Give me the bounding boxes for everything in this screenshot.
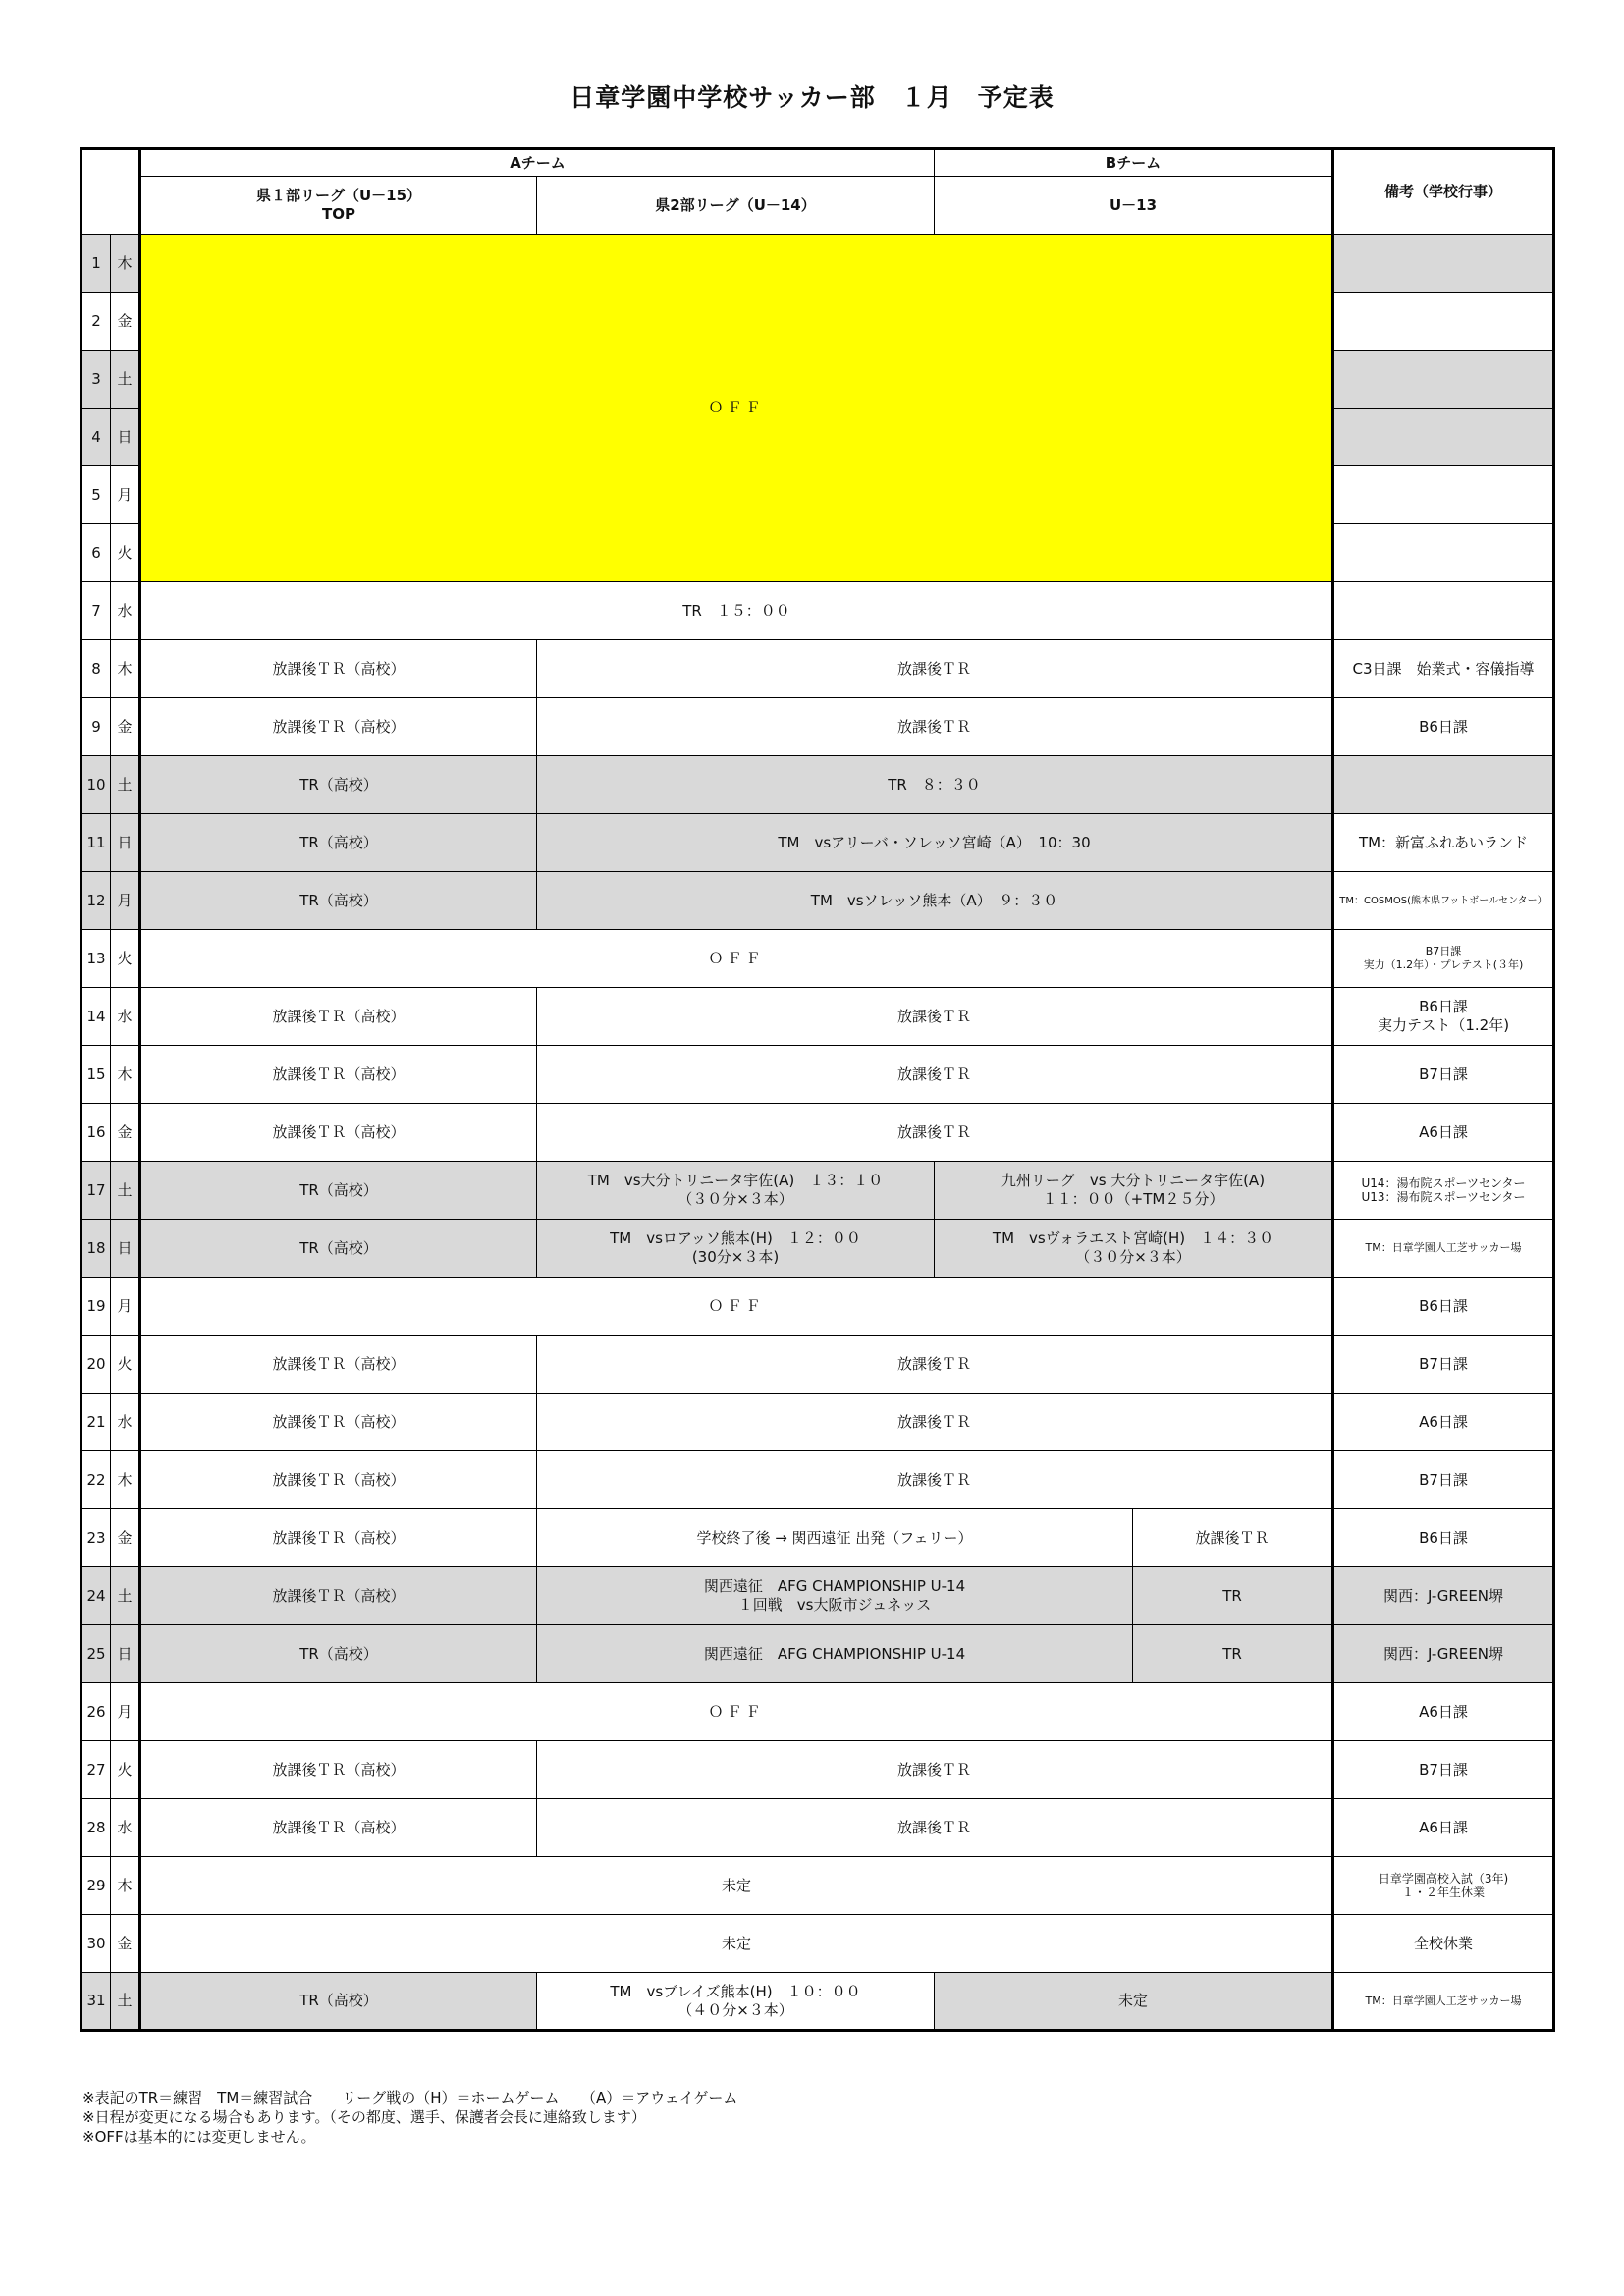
day-of-week: 火: [111, 1336, 140, 1394]
note-cell: B6日課: [1333, 1278, 1554, 1336]
day-number: 3: [81, 351, 111, 409]
note-cell: [1333, 524, 1554, 582]
team-a-cell: 放課後ＴＲ（高校）: [140, 1509, 537, 1567]
all-teams-cell: ＯＦＦ: [140, 1683, 1333, 1741]
note-cell: [1333, 235, 1554, 293]
note-cell: B7日課: [1333, 1451, 1554, 1509]
all-teams-cell: 未定: [140, 1915, 1333, 1973]
day-number: 22: [81, 1451, 111, 1509]
note-line: 日章学園高校入試（3年): [1378, 1872, 1509, 1886]
day-number: 5: [81, 466, 111, 524]
schedule-table: [80, 147, 1555, 2032]
note-cell: TM：新富ふれあいランド: [1333, 814, 1554, 872]
team-b-cell: 放課後ＴＲ: [537, 1046, 1333, 1104]
team-b-u14-cell: 学校終了後 → 関西遠征 出発（フェリー）: [537, 1509, 1133, 1567]
note-cell: [1333, 1162, 1554, 1220]
day-of-week: 土: [111, 1567, 140, 1625]
day-number: 11: [81, 814, 111, 872]
day-number: 14: [81, 988, 111, 1046]
cell-line: （３０分×３本）: [1075, 1248, 1191, 1266]
team-a-cell: TR（高校）: [140, 814, 537, 872]
team-b-cell: 放課後ＴＲ: [537, 988, 1333, 1046]
day-of-week: 土: [111, 756, 140, 814]
day-of-week: 土: [111, 1162, 140, 1220]
team-a-cell: 放課後ＴＲ（高校）: [140, 698, 537, 756]
cell-line: (30分×３本): [691, 1248, 780, 1266]
day-number: 20: [81, 1336, 111, 1394]
day-number: 1: [81, 235, 111, 293]
day-of-week: 金: [111, 293, 140, 351]
day-of-week: 火: [111, 524, 140, 582]
note-cell: B7日課: [1333, 1741, 1554, 1799]
note-cell: [1333, 756, 1554, 814]
note-cell: TM：日章学園人工芝サッカー場: [1333, 1973, 1554, 2031]
day-number: 16: [81, 1104, 111, 1162]
day-number: 10: [81, 756, 111, 814]
team-b-cell: 放課後ＴＲ: [537, 1451, 1333, 1509]
team-b-u13-cell: TR: [1133, 1567, 1333, 1625]
note-cell: 全校休業: [1333, 1915, 1554, 1973]
note-cell: B6日課: [1333, 1509, 1554, 1567]
header-col3: U－13: [935, 177, 1333, 235]
team-a-cell: TR（高校）: [140, 872, 537, 930]
team-a-cell: 放課後ＴＲ（高校）: [140, 1046, 537, 1104]
team-b-cell: 放課後ＴＲ: [537, 698, 1333, 756]
note-cell: TM：COSMOS(熊本県フットボールセンター）: [1333, 872, 1554, 930]
footnotes: [82, 2088, 737, 2147]
note-cell: TM：日章学園人工芝サッカー場: [1333, 1220, 1554, 1278]
day-of-week: 土: [111, 1973, 140, 2031]
day-of-week: 水: [111, 988, 140, 1046]
header-col1-line2: TOP: [322, 205, 355, 223]
day-of-week: 金: [111, 1915, 140, 1973]
note-cell: A6日課: [1333, 1799, 1554, 1857]
header-team-a: Aチーム: [140, 149, 935, 177]
footnote-line: ※日程が変更になる場合もあります。（その都度、選手、保護者会長に連絡致します）: [82, 2108, 646, 2126]
all-teams-cell: ＯＦＦ: [140, 1278, 1333, 1336]
team-a-cell: TR（高校）: [140, 1162, 537, 1220]
day-number: 17: [81, 1162, 111, 1220]
team-a-cell: 放課後ＴＲ（高校）: [140, 640, 537, 698]
note-cell: [1333, 1857, 1554, 1915]
team-b-cell: TM vsアリーバ・ソレッソ宮崎（A） 10：30: [537, 814, 1333, 872]
team-a-cell: 放課後ＴＲ（高校）: [140, 1567, 537, 1625]
cell-line: TM vsブレイズ熊本(H) １０：００: [610, 1982, 861, 2000]
team-b-u13-cell: 未定: [935, 1973, 1333, 2031]
header-col1-line1: 県１部リーグ（U－15）: [255, 187, 422, 204]
cell-line: １１：００（+TM２５分）: [1042, 1190, 1224, 1208]
team-b-u14-cell: 関西遠征 AFG CHAMPIONSHIP U-14: [537, 1625, 1133, 1683]
note-cell: [1333, 466, 1554, 524]
cell-line: １回戦 vs大阪市ジュネッス: [737, 1596, 932, 1613]
note-cell: [1333, 988, 1554, 1046]
day-number: 29: [81, 1857, 111, 1915]
day-number: 30: [81, 1915, 111, 1973]
day-number: 6: [81, 524, 111, 582]
note-line: 実力テスト（1.2年): [1377, 1016, 1510, 1034]
day-of-week: 月: [111, 1683, 140, 1741]
day-of-week: 日: [111, 1625, 140, 1683]
day-of-week: 木: [111, 640, 140, 698]
team-a-cell: TR（高校）: [140, 1973, 537, 2031]
note-cell: B7日課: [1333, 1336, 1554, 1394]
header-blank: [81, 149, 140, 235]
team-b-u14-cell: [537, 1162, 935, 1220]
day-number: 24: [81, 1567, 111, 1625]
team-b-cell: 放課後ＴＲ: [537, 1336, 1333, 1394]
all-teams-cell: 未定: [140, 1857, 1333, 1915]
note-cell: C3日課 始業式・容儀指導: [1333, 640, 1554, 698]
day-number: 31: [81, 1973, 111, 2031]
day-of-week: 火: [111, 1741, 140, 1799]
note-cell: [1333, 930, 1554, 988]
day-number: 15: [81, 1046, 111, 1104]
team-b-cell: 放課後ＴＲ: [537, 640, 1333, 698]
team-b-u13-cell: [935, 1220, 1333, 1278]
day-of-week: 月: [111, 466, 140, 524]
team-b-cell: TM vsソレッソ熊本（A） ９：３０: [537, 872, 1333, 930]
team-a-cell: TR（高校）: [140, 1220, 537, 1278]
note-line: 実力（1.2年）・プレテスト(３年): [1363, 958, 1524, 971]
day-number: 21: [81, 1394, 111, 1451]
team-a-cell: TR（高校）: [140, 756, 537, 814]
header-col1: [140, 177, 537, 235]
team-b-cell: 放課後ＴＲ: [537, 1799, 1333, 1857]
team-a-cell: 放課後ＴＲ（高校）: [140, 988, 537, 1046]
day-number: 18: [81, 1220, 111, 1278]
day-of-week: 金: [111, 698, 140, 756]
header-col2: 県2部リーグ（U－14）: [537, 177, 935, 235]
team-b-u14-cell: [537, 1567, 1133, 1625]
note-cell: B7日課: [1333, 1046, 1554, 1104]
day-number: 28: [81, 1799, 111, 1857]
day-number: 9: [81, 698, 111, 756]
all-teams-cell: ＯＦＦ: [140, 930, 1333, 988]
team-a-cell: 放課後ＴＲ（高校）: [140, 1741, 537, 1799]
day-number: 26: [81, 1683, 111, 1741]
cell-line: TM vs大分トリニータ宇佐(A) １３：１０: [587, 1172, 884, 1189]
day-number: 4: [81, 409, 111, 466]
note-cell: B6日課: [1333, 698, 1554, 756]
day-of-week: 水: [111, 1394, 140, 1451]
team-b-cell: 放課後ＴＲ: [537, 1104, 1333, 1162]
day-of-week: 月: [111, 872, 140, 930]
note-cell: A6日課: [1333, 1683, 1554, 1741]
day-of-week: 木: [111, 1046, 140, 1104]
day-of-week: 日: [111, 814, 140, 872]
cell-line: 関西遠征 AFG CHAMPIONSHIP U-14: [703, 1577, 966, 1595]
note-line: B6日課: [1419, 998, 1468, 1015]
day-of-week: 火: [111, 930, 140, 988]
day-number: 23: [81, 1509, 111, 1567]
team-a-cell: 放課後ＴＲ（高校）: [140, 1104, 537, 1162]
day-of-week: 日: [111, 409, 140, 466]
note-cell: 関西：J-GREEN堺: [1333, 1625, 1554, 1683]
day-number: 19: [81, 1278, 111, 1336]
day-number: 8: [81, 640, 111, 698]
day-of-week: 日: [111, 1220, 140, 1278]
page-title: 日章学園中学校サッカー部 １月 予定表: [569, 83, 1055, 112]
team-b-u13-cell: 放課後ＴＲ: [1133, 1509, 1333, 1567]
all-teams-cell: TR １５：００: [140, 582, 1333, 640]
note-cell: [1333, 293, 1554, 351]
team-a-cell: 放課後ＴＲ（高校）: [140, 1394, 537, 1451]
day-of-week: 土: [111, 351, 140, 409]
note-cell: [1333, 409, 1554, 466]
day-of-week: 水: [111, 1799, 140, 1857]
day-of-week: 水: [111, 582, 140, 640]
note-cell: A6日課: [1333, 1104, 1554, 1162]
day-number: 12: [81, 872, 111, 930]
footnote-line: ※OFFは基本的には変更しません。: [82, 2128, 316, 2146]
team-a-cell: 放課後ＴＲ（高校）: [140, 1799, 537, 1857]
team-b-u13-cell: TR: [1133, 1625, 1333, 1683]
team-a-cell: TR（高校）: [140, 1625, 537, 1683]
cell-line: （３０分×３本）: [677, 1190, 793, 1208]
team-b-cell: 放課後ＴＲ: [537, 1741, 1333, 1799]
day-of-week: 木: [111, 1451, 140, 1509]
note-cell: [1333, 351, 1554, 409]
day-of-week: 金: [111, 1104, 140, 1162]
team-b-u13-cell: [935, 1162, 1333, 1220]
cell-line: （４０分×３本）: [677, 2000, 793, 2019]
note-line: B7日課: [1425, 945, 1462, 957]
team-a-cell: 放課後ＴＲ（高校）: [140, 1451, 537, 1509]
day-of-week: 木: [111, 235, 140, 293]
day-number: 13: [81, 930, 111, 988]
day-number: 2: [81, 293, 111, 351]
day-of-week: 金: [111, 1509, 140, 1567]
note-line: U14：湯布院スポーツセンター: [1361, 1176, 1526, 1190]
header-team-b: Bチーム: [935, 149, 1333, 177]
cell-line: 九州リーグ vs 大分トリニータ宇佐(A): [1001, 1172, 1266, 1189]
day-of-week: 木: [111, 1857, 140, 1915]
note-cell: A6日課: [1333, 1394, 1554, 1451]
team-b-cell: TR ８：３０: [537, 756, 1333, 814]
off-block: ＯＦＦ: [140, 235, 1333, 582]
team-b-cell: 放課後ＴＲ: [537, 1394, 1333, 1451]
note-line: １・２年生休業: [1401, 1886, 1485, 1899]
day-of-week: 月: [111, 1278, 140, 1336]
day-number: 27: [81, 1741, 111, 1799]
team-b-u14-cell: [537, 1220, 935, 1278]
cell-line: TM vsロアッソ熊本(H) １２：００: [610, 1230, 861, 1247]
day-number: 25: [81, 1625, 111, 1683]
note-line: U13：湯布院スポーツセンター: [1361, 1190, 1526, 1204]
team-b-u14-cell: [537, 1973, 935, 2031]
footnote-line: ※表記のTR＝練習 TM＝練習試合 リーグ戦の（H）＝ホームゲーム （A）＝アウェイゲーム: [82, 2089, 738, 2106]
note-cell: [1333, 582, 1554, 640]
day-number: 7: [81, 582, 111, 640]
team-a-cell: 放課後ＴＲ（高校）: [140, 1336, 537, 1394]
note-cell: 関西：J-GREEN堺: [1333, 1567, 1554, 1625]
header-notes: 備考（学校行事）: [1333, 149, 1554, 235]
cell-line: TM vsヴォラエスト宮崎(H) １４：３０: [992, 1230, 1274, 1247]
